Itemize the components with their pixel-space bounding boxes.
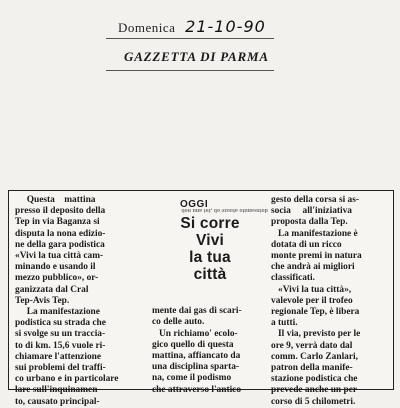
right-column bbox=[271, 195, 389, 408]
middle-column bbox=[152, 199, 268, 396]
text-line: lare sull'inquinamen- bbox=[15, 385, 101, 396]
text-line: mente dai gas di scari- bbox=[152, 306, 242, 317]
text-line: gesto della corsa si as- bbox=[271, 195, 360, 205]
text-line: monte premi in natura bbox=[271, 251, 362, 262]
text-line: mezzo pubblico», or- bbox=[15, 273, 99, 284]
text-line: proposta dalla Tep. bbox=[271, 217, 348, 228]
text-line: comm. Carlo Zanlari, bbox=[271, 351, 358, 362]
text-line: dotata di un ricco bbox=[271, 239, 342, 250]
headline-line: Vivi bbox=[195, 232, 225, 250]
text-line: presso il deposito della bbox=[15, 206, 106, 217]
text-line: che attraverso l'antico bbox=[152, 384, 242, 395]
text-line: co urbano e in particolare bbox=[15, 374, 119, 385]
headline bbox=[152, 215, 268, 283]
text-line: minando e usando il bbox=[15, 262, 96, 273]
text-line: classificati. bbox=[271, 273, 316, 284]
text-line: ne della gara podistica bbox=[15, 239, 105, 250]
text-line: ganizzata dal Cral bbox=[15, 284, 89, 295]
text-line: La manifestazione bbox=[15, 307, 100, 318]
text-line: valevole per il trofeo bbox=[271, 295, 353, 306]
text-line: Il via, previsto per le bbox=[271, 329, 361, 340]
text-line: Un richiamo' ecolo- bbox=[152, 328, 238, 339]
header-rule-top bbox=[106, 38, 274, 39]
text-line: chiamare l'attenzione bbox=[15, 351, 102, 362]
bleed-through-text: dotnsamito atooze ob ,tot anu nob bbox=[181, 207, 268, 213]
newspaper-clipping bbox=[8, 190, 394, 407]
text-line: Tep in via Baganza si bbox=[15, 217, 100, 228]
headline-line: città bbox=[193, 266, 227, 284]
text-line: ore 9, verrà dato dal bbox=[271, 340, 353, 351]
kicker: OGGI bbox=[180, 199, 209, 210]
handwritten-date: 21-10-90 bbox=[185, 17, 266, 36]
text-line: to, causato principal- bbox=[15, 396, 100, 407]
text-line: «Vivi la tua città», bbox=[271, 284, 352, 295]
text-line: gico quello di questa bbox=[152, 339, 234, 350]
text-line: prevede anche un per- bbox=[271, 385, 360, 396]
text-line: a tutti. bbox=[271, 318, 298, 329]
text-line: stazione podistica che bbox=[271, 374, 358, 385]
text-line: mattina, affiancato da bbox=[152, 351, 241, 362]
header-rule-bottom bbox=[106, 70, 274, 71]
text-line: Tep-Avis Tep. bbox=[15, 295, 70, 306]
text-line: co delle auto. bbox=[152, 317, 205, 328]
text-line: patron della manife- bbox=[271, 363, 353, 374]
newspaper-name: GAZZETTA DI PARMA bbox=[124, 49, 269, 64]
header-line bbox=[118, 17, 266, 36]
text-line: regionale Tep, è libera bbox=[271, 307, 360, 318]
middle-column-body bbox=[152, 306, 268, 396]
day-label: Domenica bbox=[118, 20, 176, 35]
text-line: che andrà ai migliori bbox=[271, 262, 355, 273]
text-line: socia all'iniziativa bbox=[271, 206, 352, 217]
text-line: Questa mattina bbox=[15, 195, 96, 205]
text-line: to di km. 15,6 vuole ri- bbox=[15, 340, 106, 351]
headline-line: Si corre bbox=[180, 215, 240, 233]
left-column bbox=[15, 195, 141, 408]
text-line: La manifestazione è bbox=[271, 228, 358, 239]
text-line: sui problemi del traffi- bbox=[15, 363, 106, 374]
text-line: una disciplina sparta- bbox=[152, 362, 240, 373]
text-line: na, come il podismo bbox=[152, 373, 232, 384]
text-line: corso di 5 chilometri. bbox=[271, 396, 356, 407]
text-line: disputa la nona edizio- bbox=[15, 228, 106, 239]
headline-line: la tua bbox=[189, 249, 231, 267]
text-line: si svolge su un traccia- bbox=[15, 329, 106, 340]
text-line: «Vivi la tua città cam- bbox=[15, 251, 104, 262]
text-line: podistica su strada che bbox=[15, 318, 106, 329]
